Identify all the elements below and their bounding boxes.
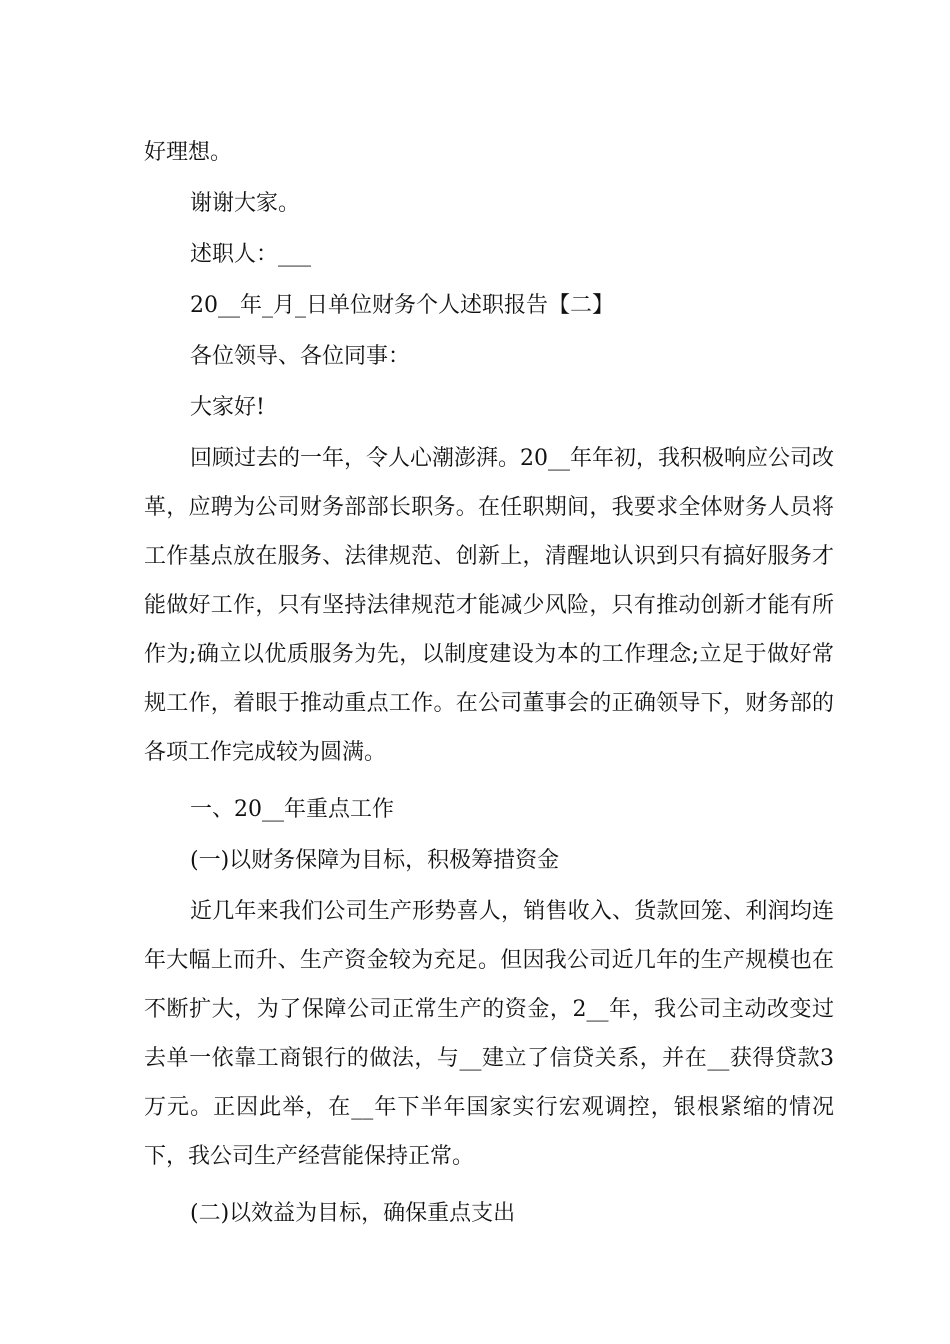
paragraph-thanks: 谢谢大家。 (190, 191, 301, 216)
paragraph-funding: 近几年来我们公司生产形势喜人，销售收入、货款回笼、利润均连年大幅上而升、生产资金较为充足。但因我公司近几年的生产规模也在不断扩大，为了保障公司正常生产的资金，2__年，我公司主动改变过去单一依靠工商银行的做法，与__建立了信贷关系，并在__获得贷款3万元。正因此举，在__年下半年国家实行宏观调控，银根紧缩的情况下，我公司生产经营能保持正常。 (144, 899, 834, 1169)
subsection-heading-expenditure: (二)以效益为目标，确保重点支出 (190, 1201, 516, 1226)
report-title: 20__年_月_日单位财务个人述职报告【二】 (190, 293, 614, 318)
paragraph-salutation: 各位领导、各位同事： (190, 344, 411, 369)
document-body (144, 128, 834, 1240)
subsection-heading-funding: (一)以财务保障为目标，积极筹措资金 (190, 848, 560, 873)
section-heading-key-work: 一、20__年重点工作 (190, 797, 394, 822)
paragraph-greeting: 大家好! (190, 395, 265, 420)
paragraph-closing-line: 好理想。 (144, 140, 233, 165)
paragraph-review: 回顾过去的一年，令人心潮澎湃。20__年年初，我积极响应公司改革，应聘为公司财务部部长职务。在任职期间，我要求全体财务人员将工作基点放在服务、法律规范、创新上，清醒地认识到只有搞好服务才能做好工作，只有坚持法律规范才能减少风险，只有推动创新才能有所作为;确立以优质服务为先，以制度建设为本的工作理念;立足于做好常规工作，着眼于推动重点工作。在公司董事会的正确领导下，财务部的各项工作完成较为圆满。 (144, 446, 834, 765)
paragraph-reporter: 述职人：___ (190, 242, 312, 267)
